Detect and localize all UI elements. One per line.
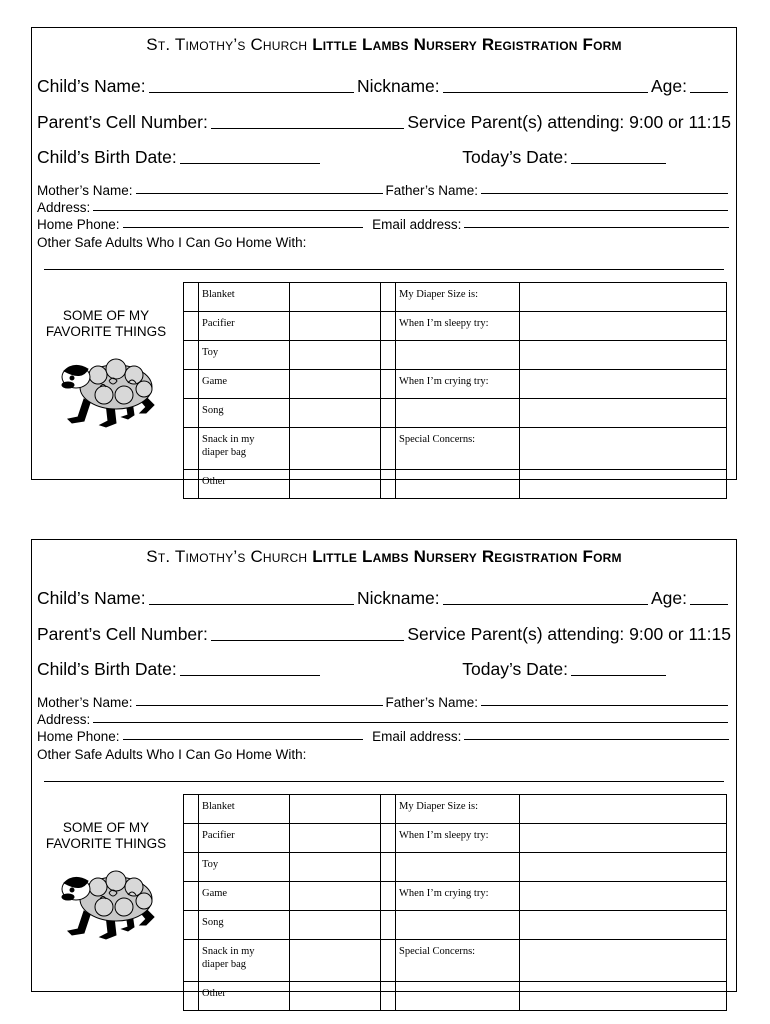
father-label: Father’s Name:	[385, 695, 479, 710]
home-phone-field[interactable]	[123, 738, 364, 740]
game-label: Game	[199, 882, 290, 911]
table-row	[184, 312, 727, 341]
father-field[interactable]	[481, 192, 728, 194]
crying-field-extra-2[interactable]	[520, 911, 727, 940]
childs-name-label: Child’s Name:	[37, 588, 146, 608]
email-field[interactable]	[464, 226, 729, 228]
table-row	[184, 428, 727, 470]
table-row	[184, 399, 727, 428]
sleepy-field[interactable]	[520, 824, 727, 853]
snack-label: Snack in my diaper bag	[199, 940, 290, 982]
childs-name-row	[37, 76, 731, 97]
table-row	[184, 341, 727, 370]
snack-field[interactable]	[290, 428, 381, 470]
crying-field-extra[interactable]	[396, 399, 520, 428]
birth-date-label: Child’s Birth Date:	[37, 659, 177, 679]
toy-field[interactable]	[290, 341, 381, 370]
song-field[interactable]	[290, 399, 381, 428]
pacifier-label: Pacifier	[199, 824, 290, 853]
nickname-field[interactable]	[443, 603, 648, 605]
todays-date-label: Today’s Date:	[462, 659, 568, 679]
crying-field-extra[interactable]	[396, 911, 520, 940]
service-label: Service Parent(s) attending: 9:00 or 11:15	[407, 112, 731, 132]
special-field-extra-2[interactable]	[520, 470, 727, 499]
crying-label: When I’m crying try:	[396, 882, 520, 911]
other-field[interactable]	[290, 982, 381, 1011]
table-row	[184, 911, 727, 940]
sleepy-field-extra[interactable]	[396, 341, 520, 370]
snack-label: Snack in my diaper bag	[199, 428, 290, 470]
birth-date-field[interactable]	[180, 162, 320, 164]
todays-date-field[interactable]	[571, 674, 666, 676]
favorite-things-heading: SOME OF MY FAVORITE THINGS	[45, 820, 167, 851]
game-field[interactable]	[290, 882, 381, 911]
parents-names-row	[37, 695, 731, 710]
mother-field[interactable]	[136, 704, 383, 706]
crying-label: When I’m crying try:	[396, 370, 520, 399]
blanket-field[interactable]	[290, 283, 381, 312]
other-field[interactable]	[290, 470, 381, 499]
diaper-size-label: My Diaper Size is:	[396, 795, 520, 824]
sleepy-label: When I’m sleepy try:	[396, 312, 520, 341]
toy-label: Toy	[199, 341, 290, 370]
email-field[interactable]	[464, 738, 729, 740]
mother-label: Mother’s Name:	[37, 695, 133, 710]
form-title: St. Timothy’s Church Little Lambs Nursery Registration Form	[146, 35, 622, 54]
table-row	[184, 982, 727, 1011]
blanket-label: Blanket	[199, 795, 290, 824]
crying-field-extra-2[interactable]	[520, 399, 727, 428]
other-label: Other	[199, 982, 290, 1011]
address-label: Address:	[37, 712, 91, 727]
parents-names-row	[37, 183, 731, 198]
mother-field[interactable]	[136, 192, 383, 194]
special-field-extra[interactable]	[396, 982, 520, 1011]
address-field[interactable]	[93, 209, 728, 211]
age-label: Age:	[651, 76, 687, 96]
pacifier-field[interactable]	[290, 312, 381, 341]
pacifier-label: Pacifier	[199, 312, 290, 341]
father-field[interactable]	[481, 704, 728, 706]
phone-email-row	[37, 217, 732, 232]
table-row	[184, 853, 727, 882]
childs-name-row	[37, 588, 731, 609]
parent-cell-row	[37, 112, 731, 133]
birth-date-row	[37, 659, 731, 680]
phone-email-row	[37, 729, 732, 744]
parent-cell-label: Parent’s Cell Number:	[37, 112, 208, 132]
game-field[interactable]	[290, 370, 381, 399]
table-row	[184, 370, 727, 399]
address-row	[37, 200, 731, 215]
song-label: Song	[199, 399, 290, 428]
song-label: Song	[199, 911, 290, 940]
sleepy-field-extra[interactable]	[396, 853, 520, 882]
mother-label: Mother’s Name:	[37, 183, 133, 198]
age-field[interactable]	[690, 91, 728, 93]
table-row	[184, 795, 727, 824]
crying-field[interactable]	[520, 882, 727, 911]
table-row	[184, 470, 727, 499]
toy-label: Toy	[199, 853, 290, 882]
table-row	[184, 882, 727, 911]
nickname-field[interactable]	[443, 91, 648, 93]
other-label: Other	[199, 470, 290, 499]
form-title: St. Timothy’s Church Little Lambs Nursery Registration Form	[146, 547, 622, 566]
address-row	[37, 712, 731, 727]
toy-field[interactable]	[290, 853, 381, 882]
parent-cell-label: Parent’s Cell Number:	[37, 624, 208, 644]
registration-form-1	[31, 27, 737, 487]
nickname-label: Nickname:	[356, 588, 440, 608]
home-phone-label: Home Phone:	[37, 729, 120, 744]
safe-adults-label: Other Safe Adults Who I Can Go Home With:	[37, 235, 307, 250]
email-label: Email address:	[372, 217, 462, 232]
table-row	[184, 824, 727, 853]
safe-adults-row	[37, 747, 731, 762]
age-field[interactable]	[690, 603, 728, 605]
sleepy-field-extra-2[interactable]	[520, 341, 727, 370]
special-field-extra-2[interactable]	[520, 982, 727, 1011]
address-label: Address:	[37, 200, 91, 215]
birth-date-row	[37, 147, 731, 168]
crying-field[interactable]	[520, 370, 727, 399]
special-field-extra[interactable]	[396, 470, 520, 499]
special-label: Special Concerns:	[396, 428, 520, 470]
safe-adults-field[interactable]	[44, 781, 724, 782]
favorite-things-heading: SOME OF MY FAVORITE THINGS	[45, 308, 167, 339]
table-row	[184, 283, 727, 312]
home-phone-label: Home Phone:	[37, 217, 120, 232]
favorite-things-table	[183, 282, 727, 499]
sleepy-field-extra-2[interactable]	[520, 853, 727, 882]
parent-cell-field[interactable]	[211, 127, 405, 129]
birth-date-field[interactable]	[180, 674, 320, 676]
childs-name-field[interactable]	[149, 91, 354, 93]
registration-form-2	[31, 539, 737, 999]
father-label: Father’s Name:	[385, 183, 479, 198]
safe-adults-field[interactable]	[44, 269, 724, 270]
sheep-icon	[54, 351, 158, 429]
email-label: Email address:	[372, 729, 462, 744]
sheep-icon	[54, 863, 158, 941]
home-phone-field[interactable]	[123, 226, 364, 228]
favorite-things-table	[183, 794, 727, 1011]
parent-cell-field[interactable]	[211, 639, 405, 641]
todays-date-label: Today’s Date:	[462, 147, 568, 167]
blanket-field[interactable]	[290, 795, 381, 824]
safe-adults-row	[37, 235, 731, 250]
childs-name-field[interactable]	[149, 603, 354, 605]
birth-date-label: Child’s Birth Date:	[37, 147, 177, 167]
game-label: Game	[199, 370, 290, 399]
special-field[interactable]	[520, 940, 727, 982]
service-label: Service Parent(s) attending: 9:00 or 11:15	[407, 624, 731, 644]
childs-name-label: Child’s Name:	[37, 76, 146, 96]
sleepy-label: When I’m sleepy try:	[396, 824, 520, 853]
special-field[interactable]	[520, 428, 727, 470]
diaper-size-field[interactable]	[520, 283, 727, 312]
age-label: Age:	[651, 588, 687, 608]
parent-cell-row	[37, 624, 731, 645]
table-row	[184, 940, 727, 982]
diaper-size-label: My Diaper Size is:	[396, 283, 520, 312]
nickname-label: Nickname:	[356, 76, 440, 96]
sleepy-field[interactable]	[520, 312, 727, 341]
snack-field[interactable]	[290, 940, 381, 982]
address-field[interactable]	[93, 721, 728, 723]
diaper-size-field[interactable]	[520, 795, 727, 824]
special-label: Special Concerns:	[396, 940, 520, 982]
song-field[interactable]	[290, 911, 381, 940]
todays-date-field[interactable]	[571, 162, 666, 164]
blanket-label: Blanket	[199, 283, 290, 312]
safe-adults-label: Other Safe Adults Who I Can Go Home With:	[37, 747, 307, 762]
pacifier-field[interactable]	[290, 824, 381, 853]
